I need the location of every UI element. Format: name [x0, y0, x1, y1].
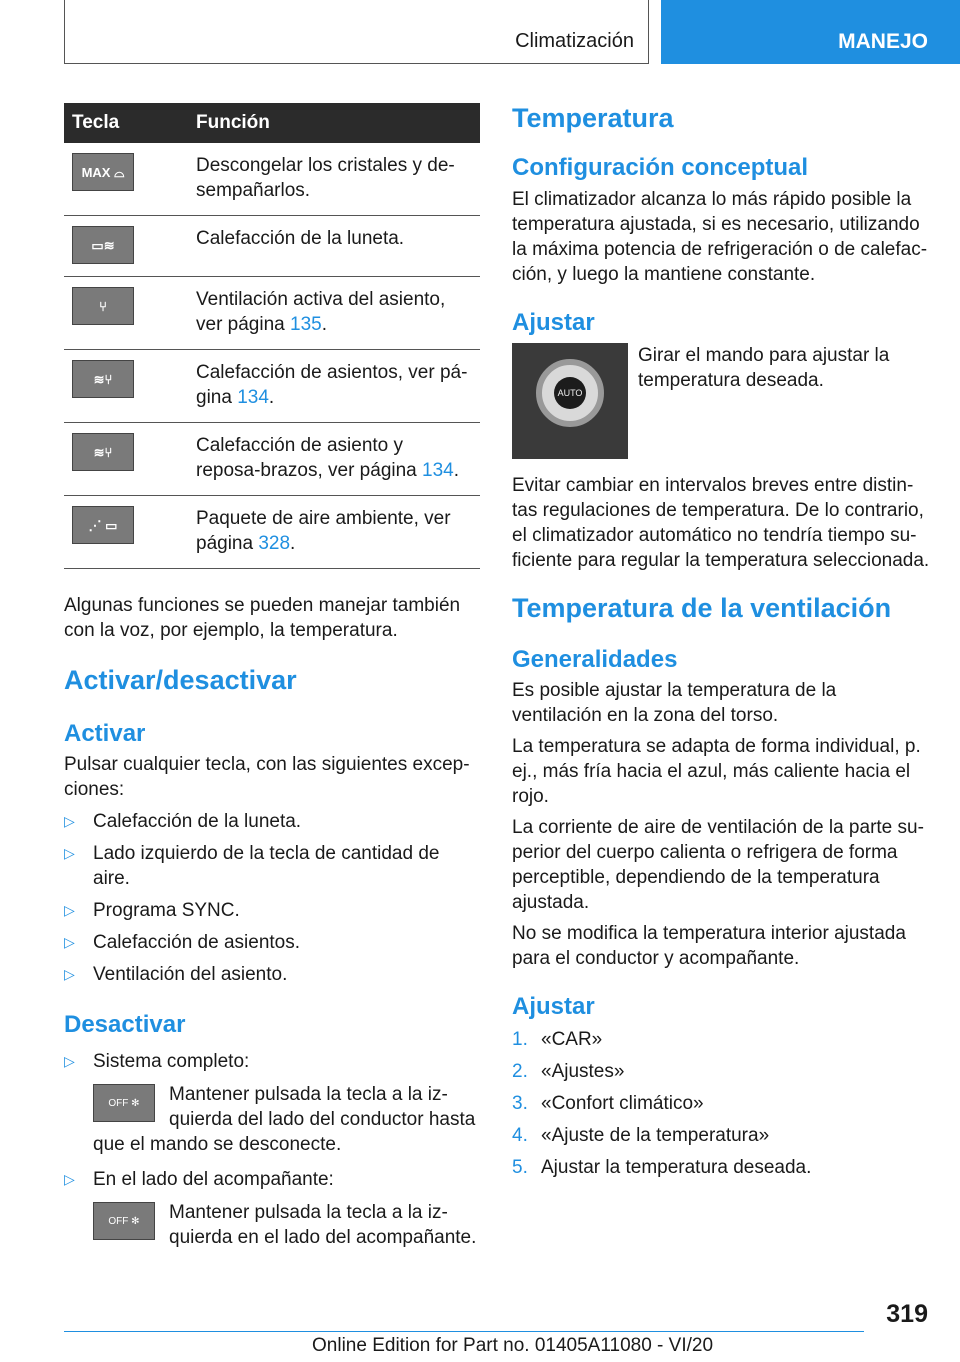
row-text: Ventilación activa del asiento, ver página — [196, 289, 446, 335]
max-defrost-icon: MAX ⌓ — [72, 153, 134, 191]
page-link[interactable]: 134 — [422, 460, 454, 481]
list-item: 4. «Ajuste de la temperatura» — [512, 1125, 770, 1146]
row-text: Calefacción de la luneta. — [188, 216, 480, 277]
list-item: ▷ Ventilación del asiento. — [64, 964, 288, 985]
seat-heating-icon: ≋⑂ — [72, 360, 134, 398]
table-row — [64, 216, 480, 277]
row-text: Calefacción de asiento y reposa-brazos, ver página — [196, 435, 423, 481]
sistema-description: Mantener pulsada la tecla a la iz-quierda del lado del conductor hasta que el mando se desconecte. — [93, 1084, 476, 1155]
table-row: ⑂ Ventilación activa del asiento, ver página 135. — [64, 277, 480, 350]
knob-label: AUTO — [554, 377, 586, 409]
acomp-description: Mantener pulsada la tecla a la iz-quierda en el lado del acompañante. — [169, 1202, 477, 1248]
list-item: 2. «Ajustes» — [512, 1061, 625, 1082]
footer-edition: Online Edition for Part no. 01405A11080 - VI/20 — [312, 1335, 714, 1356]
triangle-bullet-icon: ▷ — [64, 813, 75, 829]
row-text: Descongelar los cristales y de-sempañarlos. — [188, 143, 480, 216]
sistema-block — [64, 1082, 480, 1157]
table-header-function: Función — [188, 103, 480, 143]
heading-ajustar-2: Ajustar — [512, 993, 595, 1020]
ambient-air-icon: ⋰ ▭ — [72, 506, 134, 544]
seat-ventilation-icon: ⑂ — [72, 287, 134, 325]
heading-temperatura: Temperatura — [512, 103, 674, 133]
table-row — [64, 143, 480, 216]
table-row: ≋⑂ Calefacción de asiento y reposa-brazos, ver página 134. — [64, 423, 480, 496]
fan-off-key-icon: OFF ✻ — [93, 1202, 155, 1240]
triangle-bullet-icon: ▷ — [64, 966, 75, 982]
heading-activar-desactivar: Activar/desactivar — [64, 665, 297, 695]
heading-desactivar: Desactivar — [64, 1011, 186, 1038]
list-item: ▷ Lado izquierdo de la tecla de cantidad de aire. — [64, 843, 440, 889]
activar-paragraph: Pulsar cualquier tecla, con las siguientes excep-ciones: — [64, 754, 470, 800]
triangle-bullet-icon: ▷ — [64, 934, 75, 950]
table-row: ≋⑂ Calefacción de asientos, ver pá-gina 134. — [64, 350, 480, 423]
generalidades-paragraph: Es posible ajustar la temperatura de la ventilación en la zona del torso. — [512, 680, 837, 726]
list-item: ▷ Programa SYNC. — [64, 900, 240, 921]
key-function-table — [64, 103, 480, 569]
evitar-paragraph: Evitar cambiar en intervalos breves entre distin-tas regulaciones de temperatura. De lo contrario, el climatizador automático no tendría tiempo su-ficiente para regular la temperatura seleccionada. — [512, 475, 930, 571]
fan-off-key-icon: OFF ✻ — [93, 1084, 155, 1122]
generalidades-paragraph: La temperatura se adapta de forma individual, p. ej., más fría hacia el azul, más caliente hacia el rojo. — [512, 736, 921, 807]
seat-armrest-heating-icon: ≋⑂ — [72, 433, 134, 471]
generalidades-paragraph: No se modifica la temperatura interior ajustada para el conductor y acompañante. — [512, 923, 906, 969]
left-column — [64, 103, 480, 1250]
row-text: Paquete de aire ambiente, ver página — [196, 508, 451, 554]
list-item: ▷ Calefacción de asientos. — [64, 932, 301, 953]
table-row: ⋰ ▭ Paquete de aire ambiente, ver página 328. — [64, 496, 480, 569]
heading-activar: Activar — [64, 720, 146, 747]
list-item: 1. «CAR» — [512, 1029, 603, 1050]
chapter-title: MANEJO — [838, 30, 928, 53]
exceptions-list — [64, 809, 480, 987]
page-link[interactable]: 135 — [290, 314, 322, 335]
steps-list — [512, 1027, 930, 1180]
intro-paragraph: Algunas funciones se pueden manejar también con la voz, por ejemplo, la temperatura. — [64, 595, 461, 641]
right-column — [512, 103, 930, 1180]
page-link[interactable]: 134 — [237, 387, 269, 408]
section-title: Climatización — [515, 30, 634, 52]
ajustar-paragraph: Girar el mando para ajustar la temperatura deseada. — [638, 345, 890, 391]
triangle-bullet-icon: ▷ — [64, 1053, 75, 1069]
concept-paragraph: El climatizador alcanza lo más rápido posible la temperatura ajustada, si es necesario, utilizando la máxima potencia de refrigeración o de calefac-ción, y luego la mantiene constante. — [512, 189, 928, 285]
temperature-knob-image — [512, 343, 628, 459]
acomp-block — [64, 1200, 480, 1250]
page-link[interactable]: 328 — [258, 533, 291, 554]
header-left-frame — [64, 0, 649, 64]
heading-generalidades: Generalidades — [512, 646, 678, 673]
footer-divider — [64, 1331, 864, 1332]
header-chapter-tab — [661, 0, 960, 64]
row-text: Calefacción de asientos, ver pá-gina — [196, 362, 468, 408]
heading-temperatura-ventilacion: Temperatura de la ventilación — [512, 593, 892, 623]
list-item: ▷ Sistema completo: — [64, 1051, 250, 1072]
list-item: 3. «Confort climático» — [512, 1093, 704, 1114]
page-number: 319 — [886, 1300, 928, 1328]
list-item: 5. Ajustar la temperatura deseada. — [512, 1157, 812, 1178]
list-item: ▷ En el lado del acompañante: — [64, 1169, 334, 1190]
ajustar-block — [512, 343, 930, 459]
triangle-bullet-icon: ▷ — [64, 1171, 75, 1187]
table-header-key: Tecla — [64, 103, 188, 143]
generalidades-paragraph: La corriente de aire de ventilación de la parte su-perior del cuerpo calienta o refrigera de forma perceptible, dependiendo de la temperatura ajustada. — [512, 817, 924, 913]
heading-ajustar: Ajustar — [512, 309, 595, 336]
triangle-bullet-icon: ▷ — [64, 902, 75, 918]
triangle-bullet-icon: ▷ — [64, 845, 75, 861]
heading-configuracion: Configuración conceptual — [512, 154, 809, 181]
list-item: ▷ Calefacción de la luneta. — [64, 811, 302, 832]
rear-window-heat-icon: ▭≋ — [72, 226, 134, 264]
